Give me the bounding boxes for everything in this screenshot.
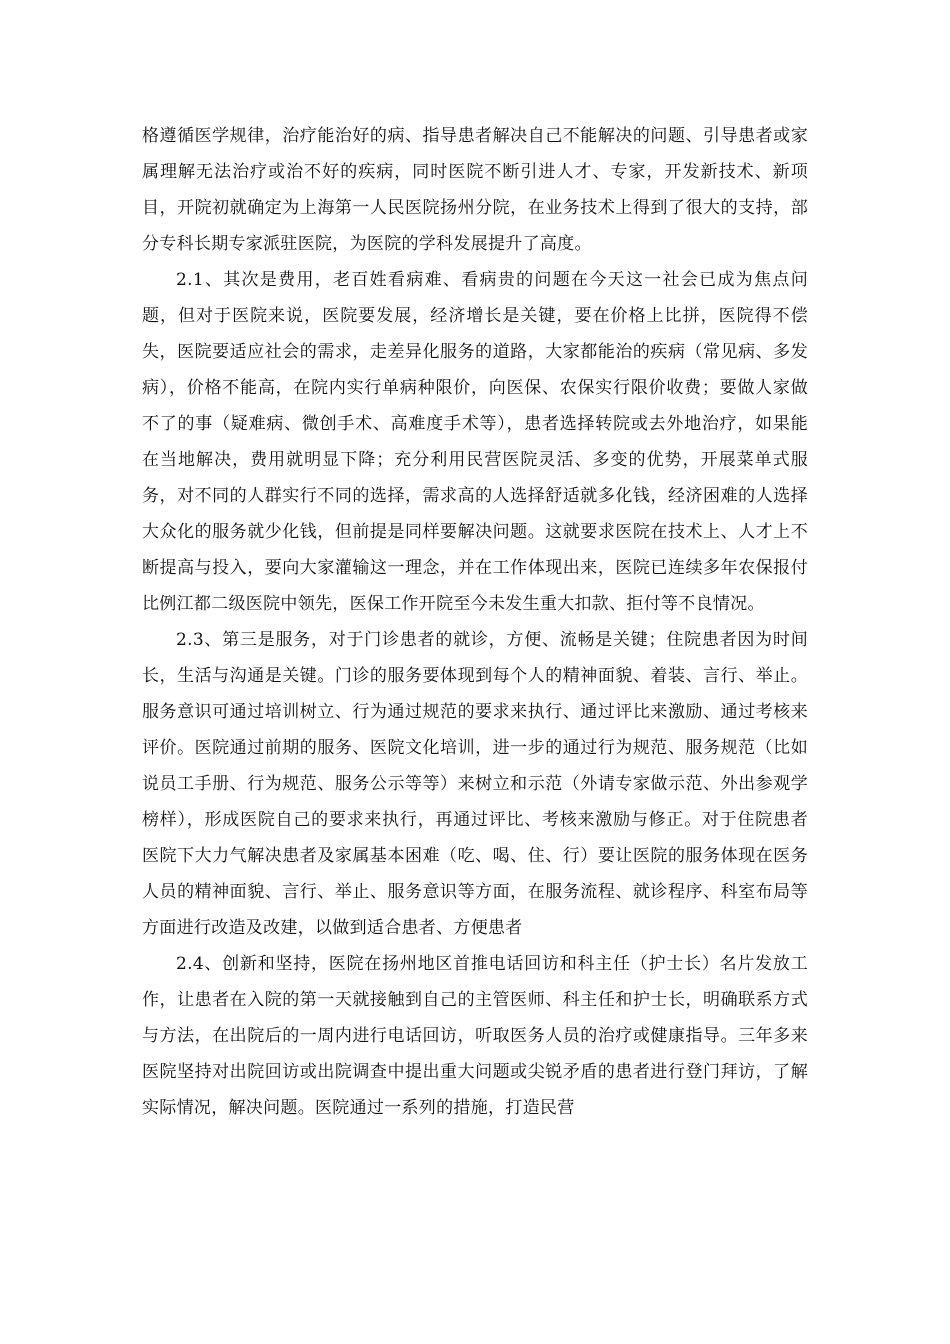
document-body xyxy=(142,118,808,1126)
paragraph-innovation: 2.4、创新和坚持，医院在扬州地区首推电话回访和科主任（护士长）名片发放工作，让患者在入院的第一天就接触到自己的主管医师、科主任和护士长，明确联系方式与方法，在出院后的一周内进行电话回访，听取医务人员的治疗或健康指导。三年多来医院坚持对出院回访或出院调查中提出重大问题或尖锐矛盾的患者进行登门拜访，了解实际情况，解决问题。医院通过一系列的措施，打造民营 xyxy=(142,954,808,1118)
paragraph-continuation: 格遵循医学规律，治疗能治好的病、指导患者解决自己不能解决的问题、引导患者或家属理解无法治疗或治不好的疾病，同时医院不断引进人才、专家，开发新技术、新项目，开院初就确定为上海第一人民医院扬州分院，在业务技术上得到了很大的支持，部分专科长期专家派驻医院，为医院的学科发展提升了高度。 xyxy=(142,126,808,254)
paragraph-service: 2.3、第三是服务，对于门诊患者的就诊，方便、流畅是关键；住院患者因为时间长，生活与沟通是关键。门诊的服务要体现到每个人的精神面貌、着装、言行、举止。服务意识可通过培训树立、行为通过规范的要求来执行、通过评比来激励、通过考核来评价。医院通过前期的服务、医院文化培训，进一步的通过行为规范、服务规范（比如说员工手册、行为规范、服务公示等等）来树立和示范（外请专家做示范、外出参观学榜样），形成医院自己的要求来执行，再通过评比、考核来激励与修正。对于住院患者医院下大力气解决患者及家属基本困难（吃、喝、住、行）要让医院的服务体现在医务人员的精神面貌、言行、举止、服务意识等方面，在服务流程、就诊程序、科室布局等方面进行改造及改建，以做到适合患者、方便患者 xyxy=(142,630,808,938)
paragraph-cost: 2.1、其次是费用，老百姓看病难、看病贵的问题在今天这一社会已成为焦点问题，但对于医院来说，医院要发展，经济增长是关键，要在价格上比拼，医院得不偿失，医院要适应社会的需求，走差异化服务的道路，大家都能治的疾病（常见病、多发病），价格不能高，在院内实行单病种限价，向医保、农保实行限价收费；要做人家做不了的事（疑难病、微创手术、高难度手术等），患者选择转院或去外地治疗，如果能在当地解决，费用就明显下降；充分利用民营医院灵活、多变的优势，开展菜单式服务，对不同的人群实行不同的选择，需求高的人选择舒适就多化钱，经济困难的人选择大众化的服务就少化钱，但前提是同样要解决问题。这就要求医院在技术上、人才上不断提高与投入，要向大家灌输这一理念，并在工作体现出来，医院已连续多年农保报付比例江都二级医院中领先，医保工作开院至今未发生重大扣款、拒付等不良情况。 xyxy=(142,270,808,614)
